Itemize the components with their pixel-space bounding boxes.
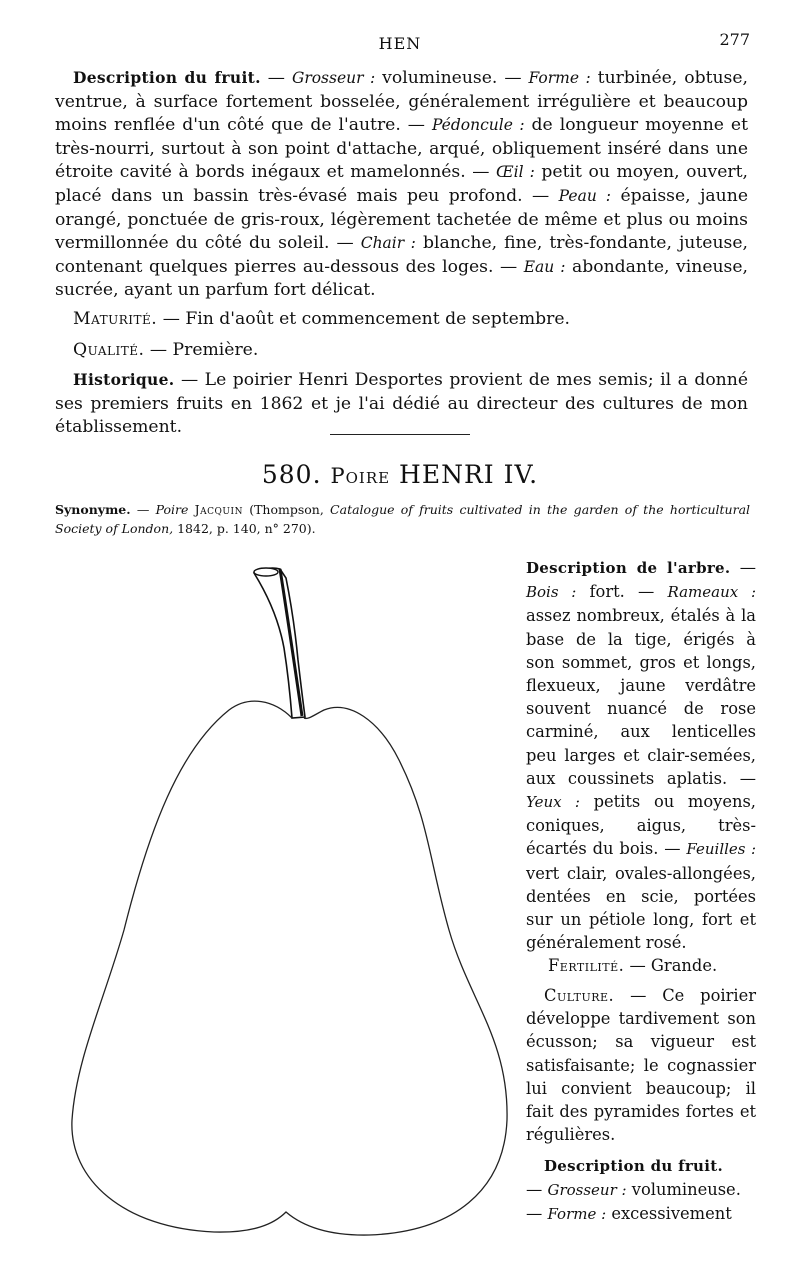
oeil-label: Œil :: [496, 163, 535, 182]
yeux-text: petits ou moyens, coniques, aigus, très-écartés du bois. —: [526, 792, 756, 859]
entry-word-poire: Poire: [330, 464, 391, 488]
dash: —: [526, 1180, 548, 1200]
synonyme-paragraph: [55, 500, 750, 538]
eau-label: Eau :: [523, 257, 566, 276]
qualite-paragraph: [73, 339, 748, 363]
synonyme-catalogue-title: Catalogue of fruits cultivated in the garden of the horticultural Society of London,: [55, 502, 751, 536]
culture-label: Culture.: [544, 986, 615, 1005]
culture-paragraph: [526, 984, 756, 1146]
maturite-label: Maturité.: [73, 309, 158, 329]
feuilles-label: Feuilles :: [686, 840, 756, 859]
forme-label: Forme :: [528, 69, 591, 87]
forme-2-text: excessivement: [606, 1204, 732, 1224]
peau-label: Peau :: [558, 186, 611, 205]
grosseur-text: volumineuse. —: [375, 68, 529, 88]
synonyme-label: Synonyme.: [55, 502, 131, 517]
dash: —: [260, 68, 292, 88]
fruit-description-heading: Description du fruit.: [73, 68, 261, 87]
pear-body: [72, 701, 507, 1235]
entry-number: 580.: [261, 460, 322, 489]
maturite-text: — Fin d'août et commencement de septembre.: [157, 309, 570, 329]
section-divider: [330, 434, 470, 435]
arbre-description-heading: Description de l'arbre.: [526, 559, 731, 577]
entry-name: HENRI IV.: [399, 460, 539, 489]
fertilite-label: Fertilité.: [548, 956, 625, 975]
fertilite-text: — Grande.: [624, 956, 718, 975]
dash: —: [730, 558, 756, 577]
entry-title: [0, 460, 800, 489]
synonyme-source-open: (Thompson,: [242, 502, 331, 517]
dash: —: [526, 1204, 548, 1224]
qualite-text: — Première.: [144, 340, 259, 360]
fruit-description-paragraph: [55, 66, 748, 303]
pear-illustration: [64, 560, 524, 1260]
page-number: 277: [719, 30, 750, 49]
arbre-description: [526, 556, 756, 954]
peau-text: épaisse, jaune orangé, ponctuée de gris-roux, légèrement tachetée de même et plus ou moins vermillonnée du côté du soleil. —: [55, 185, 748, 254]
grosseur-label: Grosseur :: [291, 69, 376, 87]
forme-2-label: Forme :: [547, 1205, 607, 1224]
historique-paragraph: [55, 368, 748, 440]
yeux-label: Yeux :: [526, 793, 580, 812]
qualite-label: Qualité.: [73, 340, 145, 360]
bois-label: Bois :: [526, 583, 577, 602]
chair-text: blanche, fine, très-fondante, juteuse, contenant quelques pierres au-dessous des loges. —: [55, 233, 748, 277]
synonyme-source-tail: 1842, p. 140, n° 270).: [173, 521, 316, 536]
oeil-text: petit ou moyen, ouvert, placé dans un bassin très-évasé mais peu profond. —: [55, 162, 748, 206]
forme-text: turbinée, obtuse, ventrue, à surface fortement bosselée, généralement irrégulière et beaucoup moins renflée d'un côté que de l'autre. —: [55, 68, 749, 136]
rameaux-text: assez nombreux, étalés à la base de la tige, érigés à son sommet, gros et longs, flexueux, jaune verdâtre souvent nuancé de rose carminé, aux lenticelles peu larges et clair-semées, aux coussinets aplatis. —: [526, 606, 756, 788]
grosseur-2-label: Grosseur :: [547, 1181, 627, 1200]
historique-label: Historique.: [73, 370, 175, 389]
feuilles-text: vert clair, ovales-allongées, dentées en scie, portées sur un pétiole long, fort et généralement rosé.: [526, 863, 756, 953]
maturite-paragraph: [73, 308, 748, 332]
historique-text: — Le poirier Henri Desportes provient de mes semis; il a donné ses premiers fruits en 1862 et je l'ai dédié au directeur des cultures de mon établissement.: [55, 370, 748, 438]
synonyme-poire: Poire: [155, 502, 189, 517]
rameaux-label: Rameaux :: [667, 583, 757, 602]
pedoncule-label: Pédoncule :: [431, 116, 525, 135]
culture-text: — Ce poirier développe tardivement son écusson; sa vigueur est satisfaisante; le cognassier lui convient beaucoup; il fait des pyramides fortes et régulières.: [526, 986, 756, 1145]
fruit-description-2: [526, 1154, 756, 1227]
eau-text: abondante, vineuse, sucrée, ayant un parfum fort délicat.: [55, 256, 749, 301]
synonyme-jacquin: Jacquin: [194, 502, 243, 517]
running-header-title: HEN: [378, 34, 422, 53]
fruit-description-2-heading: Description du fruit.: [544, 1157, 724, 1175]
grosseur-2-text: volumineuse.: [626, 1180, 741, 1200]
dash: —: [130, 502, 156, 517]
bois-text: fort. —: [576, 582, 668, 602]
pedoncule-text: de longueur moyenne et très-nourri, surtout à son point d'attache, arqué, obliquement inséré dans une étroite cavité à bords inégaux et mamelonnés. —: [55, 115, 749, 183]
pear-stalk: [254, 568, 305, 718]
fertilite-paragraph: [548, 954, 756, 977]
chair-label: Chair :: [360, 234, 416, 253]
